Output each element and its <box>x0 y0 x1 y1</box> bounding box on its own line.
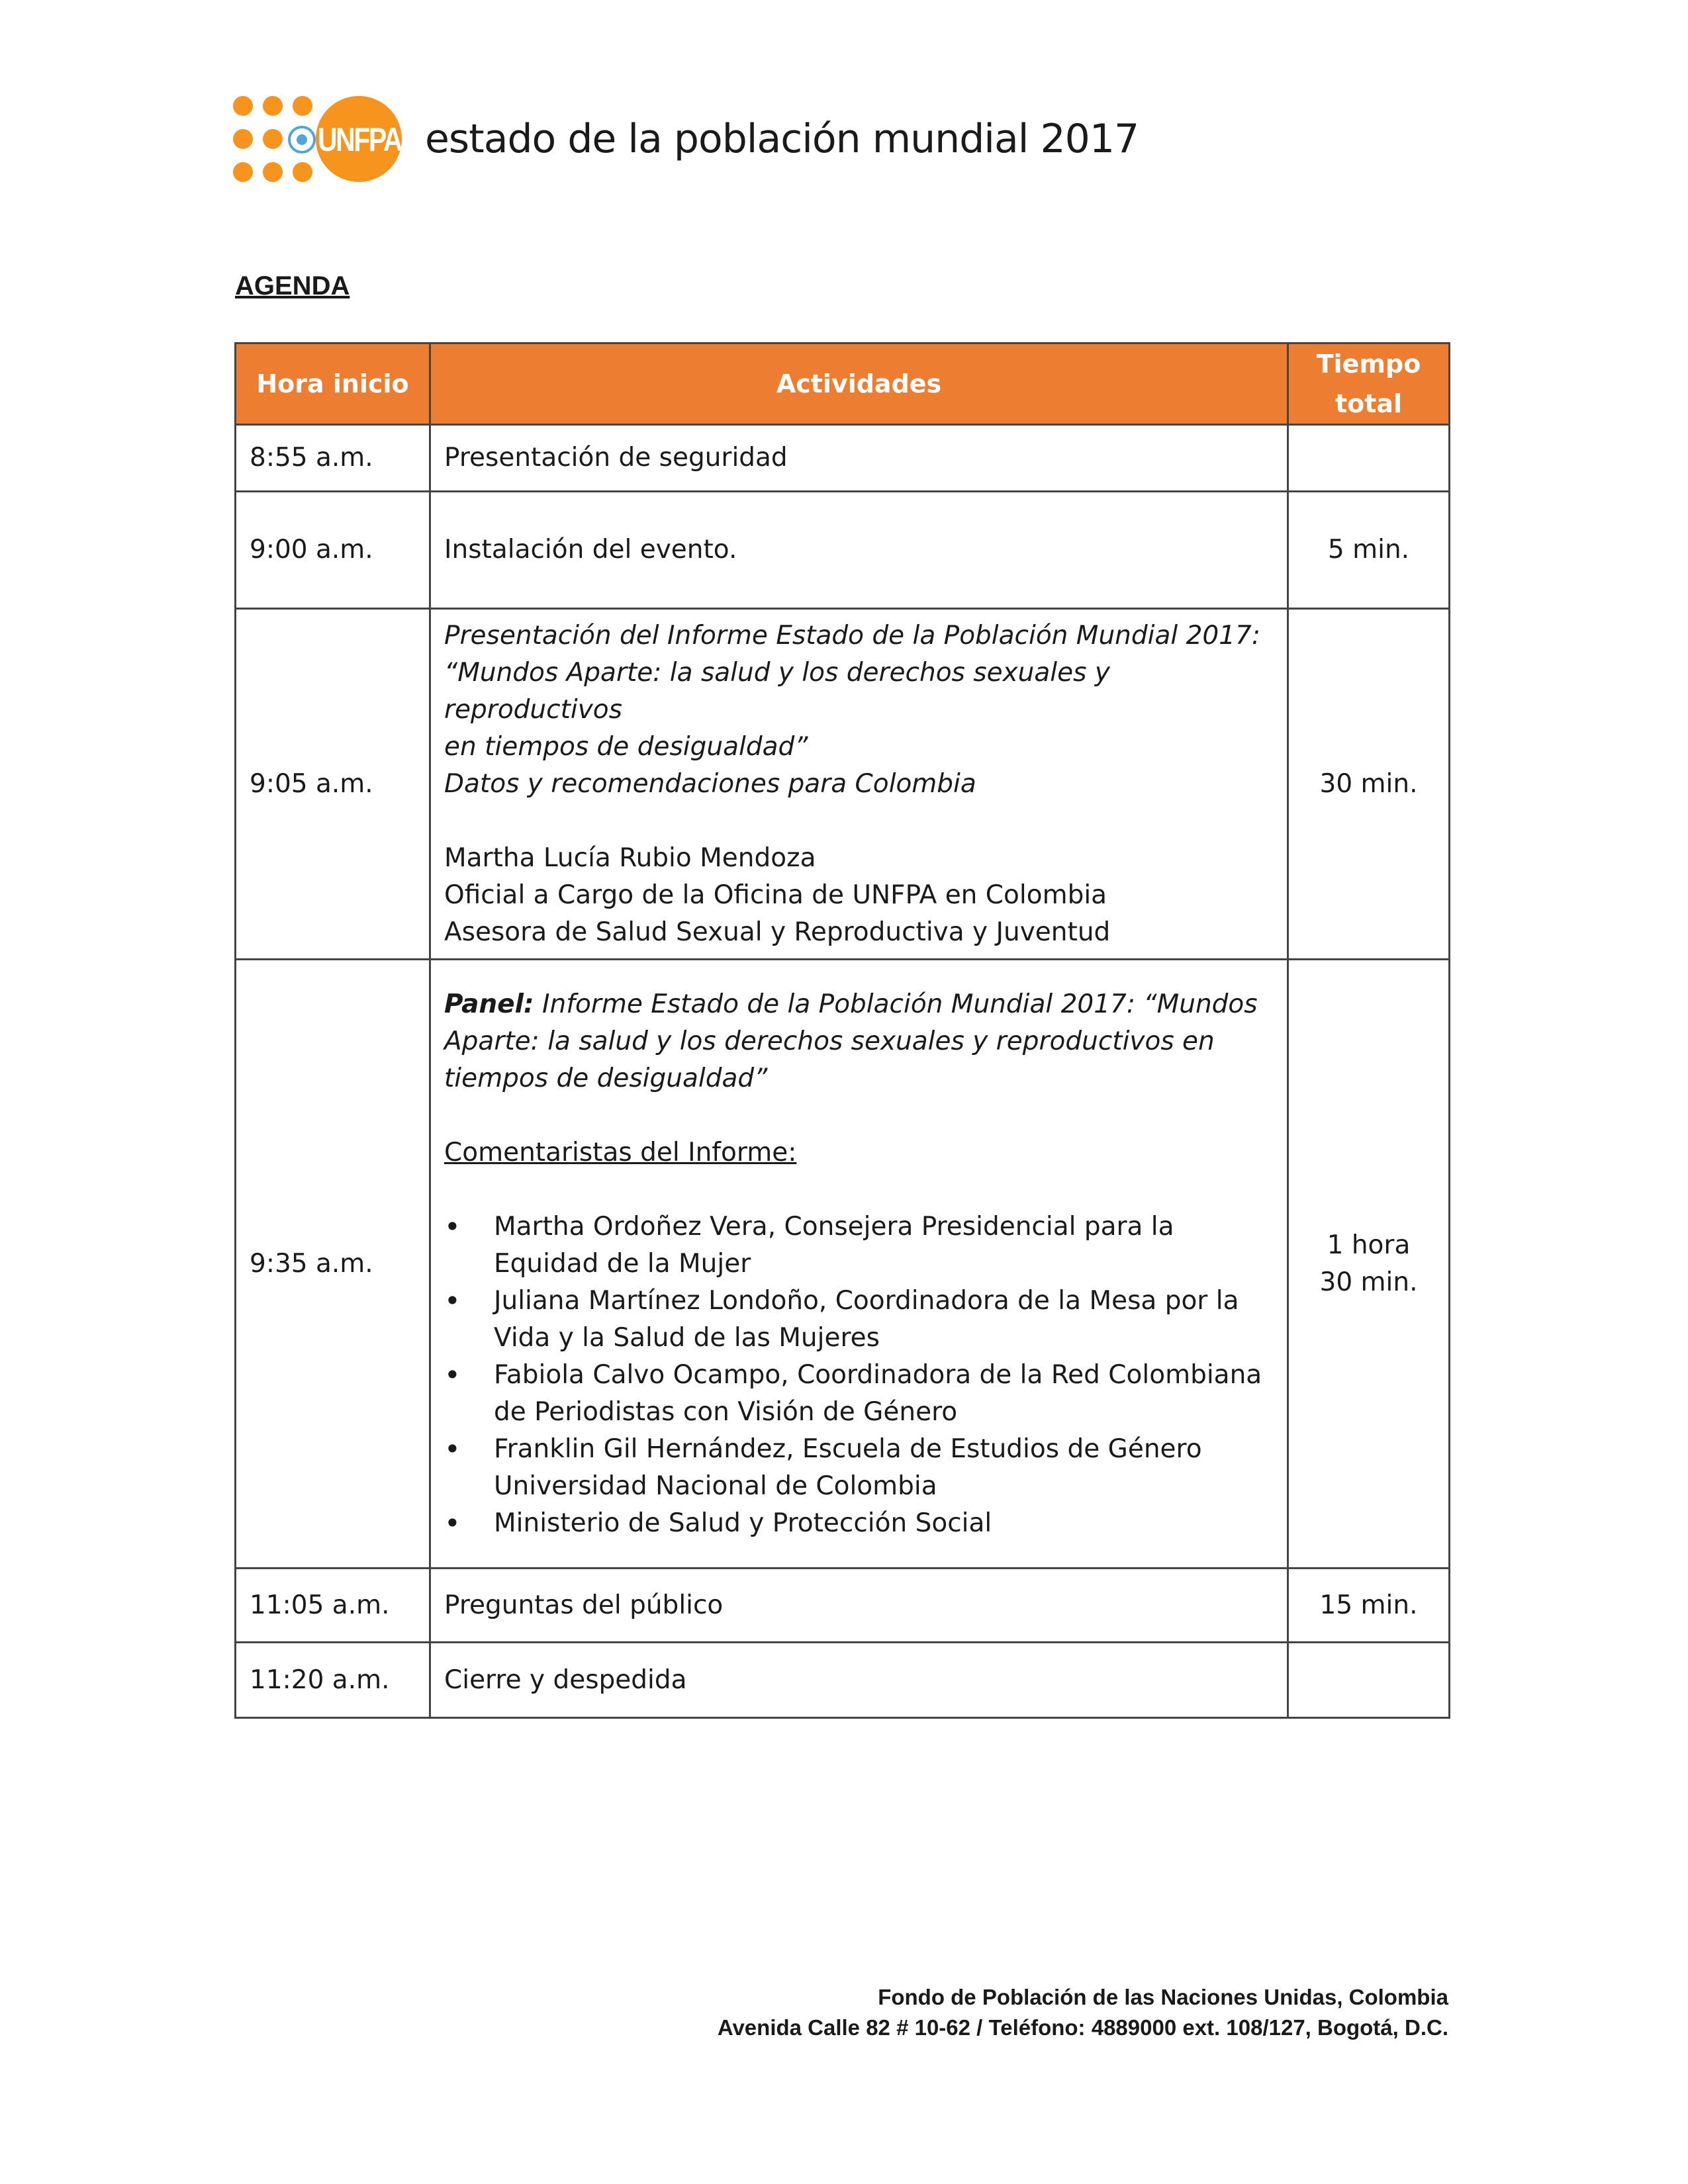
panel-description <box>444 986 1274 1097</box>
report-title-line: Datos y recomendaciones para Colombia <box>444 768 976 799</box>
row-activity <box>430 960 1288 1569</box>
duration-line: 1 hora <box>1327 1230 1411 1260</box>
list-item: • Franklin Gil Hernández, Escuela de Estudios de Género Universidad Nacional de Colombia <box>444 1431 1274 1505</box>
report-title-line: Presentación del Informe Estado de la Población Mundial 2017: <box>444 620 1260 651</box>
report-title-line: “Mundos Aparte: la salud y los derechos sexuales y reproductivos <box>444 657 1110 725</box>
logo-dot <box>263 162 283 182</box>
row-duration: 5 min. <box>1288 492 1450 609</box>
list-item: • Ministerio de Salud y Protección Social <box>444 1505 1274 1542</box>
row-time: 8:55 a.m. <box>236 425 430 492</box>
table-row <box>236 1643 1450 1718</box>
row-duration <box>1288 960 1450 1569</box>
report-title: estado de la población mundial 2017 <box>425 116 1139 162</box>
logo-dot <box>233 96 253 116</box>
logo-dot <box>293 96 312 116</box>
table-row <box>236 1569 1450 1643</box>
agenda-table <box>234 342 1450 1719</box>
row-duration: 30 min. <box>1288 609 1450 960</box>
table-row <box>236 492 1450 609</box>
page-header <box>233 93 1139 185</box>
row-time: 11:20 a.m. <box>236 1643 430 1718</box>
row-time: 9:05 a.m. <box>236 609 430 960</box>
report-title-line: en tiempos de desigualdad” <box>444 731 808 762</box>
logo-dot <box>293 162 312 182</box>
table-header-row <box>236 343 1450 425</box>
row-duration: 15 min. <box>1288 1569 1450 1643</box>
panel-text: Informe Estado de la Población Mundial 2017: “Mundos Aparte: la salud y los derechos sexuales y reproductivos en tiempos de desigualdad” <box>444 989 1258 1093</box>
duration-line: 30 min. <box>1319 1267 1418 1297</box>
row-activity: Preguntas del público <box>430 1569 1288 1643</box>
row-duration <box>1288 425 1450 492</box>
row-time: 9:35 a.m. <box>236 960 430 1569</box>
logo-dot <box>233 129 253 149</box>
speaker-role: Asesora de Salud Sexual y Reproductiva y Juventud <box>444 917 1111 947</box>
commentators-list <box>444 1208 1274 1542</box>
list-item: • Martha Ordoñez Vera, Consejera Presidencial para la Equidad de la Mujer <box>444 1208 1274 1283</box>
table-row <box>236 425 1450 492</box>
speaker-role: Oficial a Cargo de la Oficina de UNFPA en Colombia <box>444 880 1107 910</box>
panel-label: Panel: <box>444 989 534 1019</box>
page-footer <box>718 1982 1448 2043</box>
table-row <box>236 609 1450 960</box>
row-duration <box>1288 1643 1450 1718</box>
logo-text: UNFPA <box>318 121 401 158</box>
row-time: 11:05 a.m. <box>236 1569 430 1643</box>
agenda-title: AGENDA <box>235 271 350 300</box>
speaker-name: Martha Lucía Rubio Mendoza <box>444 842 816 873</box>
commentators-heading: Comentaristas del Informe: <box>444 1137 797 1167</box>
row-time: 9:00 a.m. <box>236 492 430 609</box>
logo-dot <box>263 129 283 149</box>
footer-organization: Fondo de Población de las Naciones Unidas, Colombia <box>878 1985 1448 2009</box>
column-header-start-time: Hora inicio <box>236 343 430 425</box>
table-row <box>236 960 1450 1569</box>
column-header-total-time: Tiempo total <box>1288 343 1450 425</box>
row-activity: Presentación de seguridad <box>430 425 1288 492</box>
un-globe-icon <box>288 126 316 154</box>
list-item: • Fabiola Calvo Ocampo, Coordinadora de la Red Colombiana de Periodistas con Visión de Género <box>444 1357 1274 1431</box>
row-activity: Cierre y despedida <box>430 1643 1288 1718</box>
list-item: • Juliana Martínez Londoño, Coordinadora de la Mesa por la Vida y la Salud de las Mujeres <box>444 1283 1274 1357</box>
row-activity <box>430 609 1288 960</box>
logo-dot <box>233 162 253 182</box>
row-activity: Instalación del evento. <box>430 492 1288 609</box>
unfpa-logo <box>233 93 418 185</box>
column-header-activities: Actividades <box>430 343 1288 425</box>
logo-dot <box>263 96 283 116</box>
footer-address: Avenida Calle 82 # 10-62 / Teléfono: 4889000 ext. 108/127, Bogotá, D.C. <box>717 2015 1448 2040</box>
